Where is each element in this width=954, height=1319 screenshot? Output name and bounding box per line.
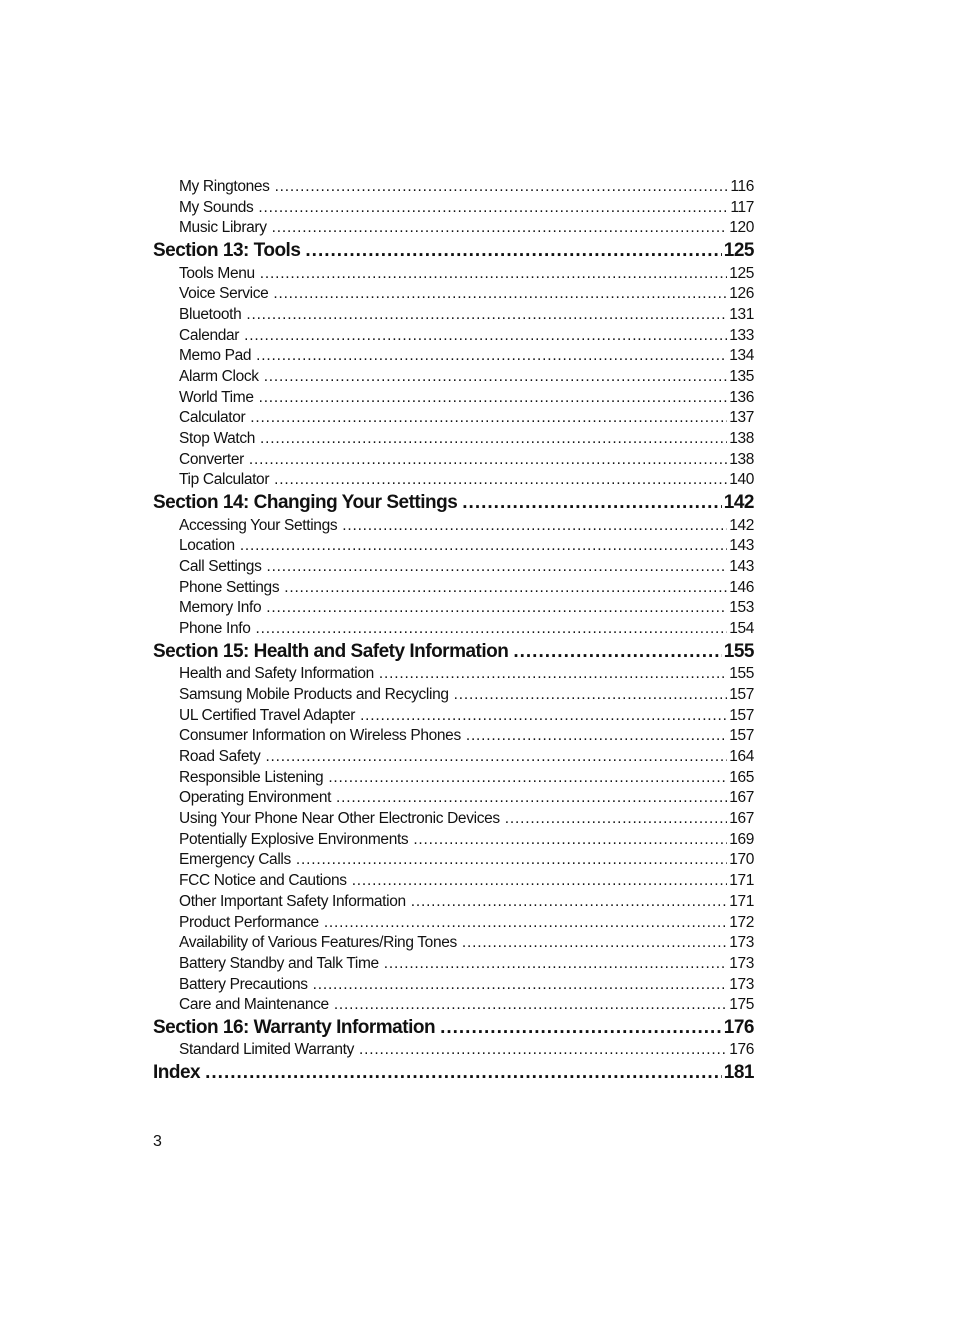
toc-entry-title: Music Library <box>179 219 267 237</box>
toc-entry-title: Battery Precautions <box>179 975 308 993</box>
toc-entry-row[interactable] <box>153 367 754 388</box>
toc-entry-title: My Ringtones <box>179 178 270 195</box>
toc-entry-title: Operating Environment <box>179 789 332 807</box>
toc-section-row[interactable] <box>153 640 754 665</box>
dot-leader <box>273 284 727 305</box>
toc-page-number: 133 <box>729 326 754 344</box>
toc-entry-row[interactable] <box>153 536 754 557</box>
toc-entry-row[interactable] <box>153 305 754 326</box>
toc-page-number: 167 <box>729 789 754 807</box>
toc-entry-title: Bluetooth <box>179 305 242 323</box>
dot-leader <box>240 536 727 557</box>
toc-entry-row[interactable] <box>153 450 754 471</box>
toc-entry-title: UL Certified Travel Adapter <box>179 706 356 724</box>
toc-entry-row[interactable] <box>153 557 754 578</box>
toc-page-number: 173 <box>729 975 754 993</box>
toc-entry-row[interactable] <box>153 619 754 640</box>
toc-page-number: 157 <box>729 706 754 724</box>
toc-page-number: 125 <box>729 264 754 282</box>
dot-leader <box>255 619 727 640</box>
toc-page-number: 173 <box>729 954 754 972</box>
toc-entry-title: Accessing Your Settings <box>179 516 338 534</box>
dot-leader <box>334 995 727 1016</box>
toc-page-number: 140 <box>729 471 754 489</box>
toc-page-number: 146 <box>729 578 754 596</box>
toc-entry-row[interactable] <box>153 726 754 747</box>
dot-leader <box>328 768 727 789</box>
toc-page-number: 171 <box>729 892 754 910</box>
toc-entry-row[interactable] <box>153 516 754 537</box>
dot-leader <box>313 975 728 996</box>
toc-entry-row[interactable] <box>153 933 754 954</box>
toc-page-number: 175 <box>729 996 754 1014</box>
dot-leader <box>258 198 728 219</box>
toc-page-number: 117 <box>730 198 754 216</box>
toc-entry-title: Memory Info <box>179 599 262 617</box>
dot-leader <box>379 664 727 685</box>
toc-section-title: Index <box>153 1062 201 1084</box>
toc-entry-row[interactable] <box>153 768 754 789</box>
dot-leader <box>274 470 727 491</box>
dot-leader <box>205 1061 722 1086</box>
toc-entry-row[interactable] <box>153 388 754 409</box>
toc-page-number: 172 <box>729 913 754 931</box>
toc-entry-row[interactable] <box>153 664 754 685</box>
toc-entry-title: Calculator <box>179 409 246 427</box>
toc-page-number: 155 <box>723 640 754 662</box>
toc-entry-title: Phone Settings <box>179 578 280 596</box>
toc-page-number: 181 <box>723 1062 754 1084</box>
toc-page-number: 169 <box>729 830 754 848</box>
toc-entry-title: Battery Standby and Talk Time <box>179 954 379 972</box>
dot-leader <box>454 685 728 706</box>
toc-entry-row[interactable] <box>153 326 754 347</box>
dot-leader <box>256 346 727 367</box>
toc-page-number: 164 <box>729 748 754 765</box>
table-of-contents <box>153 177 754 1086</box>
toc-entry-title: My Sounds <box>179 198 254 216</box>
toc-entry-row[interactable] <box>153 995 754 1016</box>
toc-entry-title: Using Your Phone Near Other Electronic Devices <box>179 810 500 828</box>
toc-page-number: 165 <box>729 768 754 786</box>
toc-entry-title: Emergency Calls <box>179 851 291 869</box>
dot-leader <box>284 578 727 599</box>
dot-leader <box>336 788 727 809</box>
toc-entry-title: Tools Menu <box>179 264 255 282</box>
dot-leader <box>275 177 729 198</box>
dot-leader <box>249 450 727 471</box>
toc-entry-title: Health and Safety Information <box>179 665 374 683</box>
dot-leader <box>296 850 727 871</box>
toc-entry-title: Voice Service <box>179 285 269 303</box>
toc-section-row[interactable] <box>153 1016 754 1041</box>
toc-section-row[interactable] <box>153 491 754 516</box>
toc-page-number: 138 <box>729 450 754 468</box>
toc-entry-title: Phone Info <box>179 620 251 638</box>
toc-entry-title: Call Settings <box>179 558 262 575</box>
toc-entry-row[interactable] <box>153 177 754 198</box>
toc-page-number: 135 <box>729 368 754 385</box>
dot-leader <box>462 491 722 516</box>
dot-leader <box>272 218 728 239</box>
toc-section-title: Section 14: Changing Your Settings <box>153 492 458 514</box>
toc-entry-row[interactable] <box>153 1040 754 1061</box>
dot-leader <box>360 706 727 727</box>
toc-section-row[interactable] <box>153 1061 754 1086</box>
toc-entry-title: Road Safety <box>179 748 261 765</box>
toc-entry-title: FCC Notice and Cautions <box>179 872 347 890</box>
toc-entry-row[interactable] <box>153 954 754 975</box>
toc-page-number: 173 <box>729 934 754 952</box>
toc-page-number: 126 <box>729 285 754 303</box>
toc-page-number: 142 <box>723 492 754 514</box>
dot-leader <box>266 598 727 619</box>
toc-entry-title: Other Important Safety Information <box>179 892 406 910</box>
toc-entry-row[interactable] <box>153 830 754 851</box>
dot-leader <box>259 388 728 409</box>
toc-entry-title: Responsible Listening <box>179 768 324 786</box>
toc-entry-row[interactable] <box>153 578 754 599</box>
toc-entry-title: Location <box>179 537 235 555</box>
toc-section-title: Section 16: Warranty Information <box>153 1016 436 1038</box>
toc-entry-row[interactable] <box>153 975 754 996</box>
dot-leader <box>264 367 727 388</box>
toc-entry-row[interactable] <box>153 706 754 727</box>
toc-entry-title: Alarm Clock <box>179 368 259 385</box>
toc-section-title: Section 15: Health and Safety Information <box>153 640 509 662</box>
toc-page-number: 143 <box>729 558 754 575</box>
toc-entry-row[interactable] <box>153 198 754 219</box>
dot-leader <box>359 1040 727 1061</box>
toc-entry-title: Consumer Information on Wireless Phones <box>179 727 461 745</box>
toc-section-title: Section 13: Tools <box>153 240 301 262</box>
toc-entry-title: World Time <box>179 388 254 406</box>
toc-entry-row[interactable] <box>153 598 754 619</box>
dot-leader <box>244 326 727 347</box>
dot-leader <box>413 830 727 851</box>
toc-entry-title: Availability of Various Features/Ring Tones <box>179 934 457 952</box>
dot-leader <box>246 305 727 326</box>
toc-page-number: 154 <box>729 620 754 638</box>
toc-page-number: 157 <box>729 685 754 703</box>
toc-entry-title: Standard Limited Warranty <box>179 1041 355 1059</box>
toc-entry-row[interactable] <box>153 470 754 491</box>
toc-entry-row[interactable] <box>153 788 754 809</box>
toc-entry-row[interactable] <box>153 892 754 913</box>
dot-leader <box>462 933 727 954</box>
dot-leader <box>260 264 727 285</box>
toc-entry-row[interactable] <box>153 264 754 285</box>
dot-leader <box>260 429 727 450</box>
toc-entry-row[interactable] <box>153 685 754 706</box>
toc-page-number: 134 <box>729 347 754 365</box>
dot-leader <box>505 809 727 830</box>
toc-section-row[interactable] <box>153 239 754 264</box>
toc-entry-title: Calendar <box>179 326 240 344</box>
toc-entry-row[interactable] <box>153 747 754 768</box>
toc-page-number: 136 <box>729 388 754 406</box>
dot-leader <box>324 913 727 934</box>
toc-entry-row[interactable] <box>153 218 754 239</box>
toc-page-number: 131 <box>729 305 754 323</box>
toc-page-number: 157 <box>729 727 754 745</box>
toc-page-number: 176 <box>729 1041 754 1059</box>
toc-entry-row[interactable] <box>153 809 754 830</box>
dot-leader <box>266 557 727 578</box>
toc-entry-row[interactable] <box>153 871 754 892</box>
toc-entry-title: Product Performance <box>179 913 319 931</box>
toc-entry-title: Converter <box>179 450 244 468</box>
toc-page-number: 125 <box>723 240 754 262</box>
toc-entry-row[interactable] <box>153 429 754 450</box>
toc-page-number: 167 <box>729 810 754 828</box>
page-number: 3 <box>153 1133 162 1150</box>
dot-leader <box>440 1016 722 1041</box>
toc-entry-row[interactable] <box>153 346 754 367</box>
toc-page-number: 138 <box>729 430 754 448</box>
toc-entry-title: Potentially Explosive Environments <box>179 830 409 848</box>
dot-leader <box>265 747 727 768</box>
dot-leader <box>411 892 727 913</box>
toc-page-number: 142 <box>729 516 754 534</box>
toc-entry-row[interactable] <box>153 284 754 305</box>
dot-leader <box>513 640 721 665</box>
dot-leader <box>384 954 727 975</box>
toc-entry-title: Samsung Mobile Products and Recycling <box>179 685 449 703</box>
toc-page-number: 171 <box>729 872 754 890</box>
toc-page-number: 143 <box>729 537 754 555</box>
toc-page-number: 155 <box>729 665 754 683</box>
toc-page-number: 176 <box>723 1016 754 1038</box>
dot-leader <box>466 726 727 747</box>
toc-entry-row[interactable] <box>153 408 754 429</box>
dot-leader <box>342 516 727 537</box>
toc-entry-title: Care and Maintenance <box>179 996 329 1014</box>
toc-entry-row[interactable] <box>153 850 754 871</box>
dot-leader <box>352 871 727 892</box>
toc-entry-title: Memo Pad <box>179 347 252 365</box>
toc-page-number: 137 <box>729 409 754 427</box>
toc-page-number: 116 <box>730 178 754 195</box>
dot-leader <box>250 408 727 429</box>
toc-entry-title: Tip Calculator <box>179 471 270 489</box>
dot-leader <box>305 239 721 264</box>
toc-page-number: 170 <box>729 851 754 869</box>
toc-page-number: 120 <box>729 219 754 237</box>
toc-entry-row[interactable] <box>153 913 754 934</box>
toc-entry-title: Stop Watch <box>179 430 256 448</box>
toc-page-number: 153 <box>729 599 754 617</box>
